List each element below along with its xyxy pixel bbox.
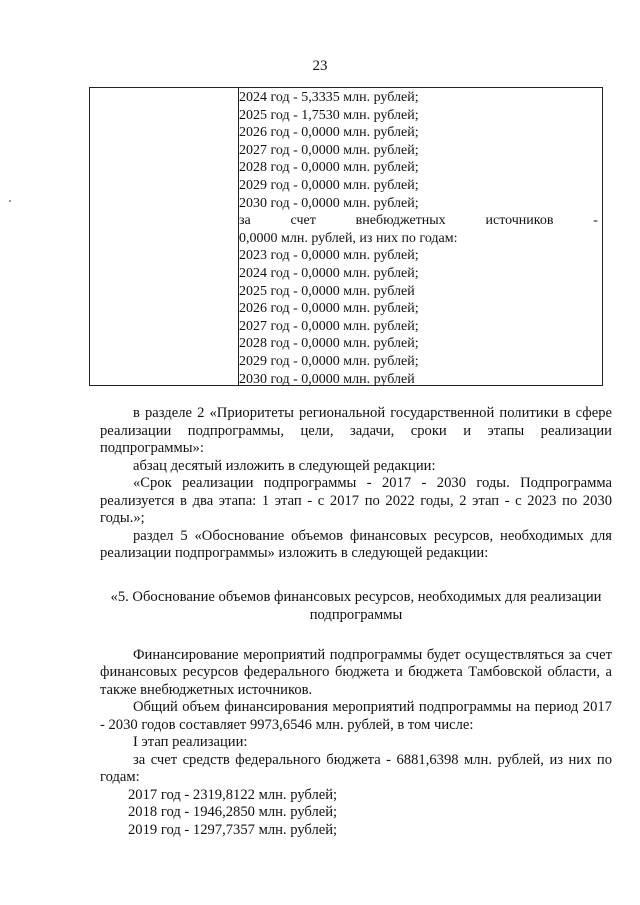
paragraph: «Срок реализации подпрограммы - 2017 - 2030 годы. Подпрограмма реализуется в два этапа: 1 этап - с 2017 по 2022 годы, 2 этап - с 2023 по 2030 годы.»; xyxy=(100,475,612,526)
table-line: 2027 год - 0,0000 млн. рублей; xyxy=(239,318,419,334)
year-line: 2017 год - 2319,8122 млн. рублей; xyxy=(128,786,338,803)
table-line: 2025 год - 0,0000 млн. рублей xyxy=(239,283,415,299)
table-word: счет xyxy=(290,213,316,229)
table-word: за xyxy=(239,213,251,229)
table-line: 2026 год - 0,0000 млн. рублей; xyxy=(239,125,419,141)
table-line: 2024 год - 0,0000 млн. рублей; xyxy=(239,265,419,281)
table-line: 2027 год - 0,0000 млн. рублей; xyxy=(239,142,419,158)
table-line: 2024 год - 5,3335 млн. рублей; xyxy=(239,90,419,105)
paragraph: раздел 5 «Обоснование объемов финансовых ресурсов, необходимых для реализации подпрограммы» изложить в следующей редакции: xyxy=(100,527,612,561)
paragraph: I этап реализации: xyxy=(133,734,248,750)
table-line: 2029 год - 0,0000 млн. рублей; xyxy=(239,177,419,193)
table-line: 2025 год - 1,7530 млн. рублей; xyxy=(239,107,419,123)
page-number: 23 xyxy=(312,58,328,74)
table-line: 2026 год - 0,0000 млн. рублей; xyxy=(239,301,419,317)
table-line: 2023 год - 0,0000 млн. рублей; xyxy=(239,248,419,264)
table-word: - xyxy=(593,213,598,229)
paragraph: Финансирование мероприятий подпрограммы будет осуществляться за счет финансовых ресурсов федерального бюджета и бюджета Тамбовской области, а также внебюджетных источников. xyxy=(100,646,612,698)
table-line-extrabudget xyxy=(239,212,598,230)
table-line: 2030 год - 0,0000 млн. рублей; xyxy=(239,195,419,211)
document-body xyxy=(100,405,612,839)
table-line: 2028 год - 0,0000 млн. рублей; xyxy=(239,160,419,176)
passport-table xyxy=(89,87,603,386)
section-heading: «5. Обоснование объемов финансовых ресурсов, необходимых для реализации подпрограммы xyxy=(110,588,602,623)
table-right-cell xyxy=(239,89,598,388)
paragraph: за счет средств федерального бюджета - 6881,6398 млн. рублей, из них по годам: xyxy=(100,751,612,785)
year-line: 2019 год - 1297,7357 млн. рублей; xyxy=(128,821,338,838)
paragraph: Общий объем финансирования мероприятий подпрограммы на период 2017 - 2030 годов составляет 9973,6546 млн. рублей, в том числе: xyxy=(100,699,612,733)
table-line: 2030 год - 0,0000 млн. рублей xyxy=(239,371,415,387)
table-line: 2028 год - 0,0000 млн. рублей; xyxy=(239,336,419,352)
paragraph: абзац десятый изложить в следующей редакции: xyxy=(133,457,436,474)
scan-speck xyxy=(9,200,11,202)
year-line: 2018 год - 1946,2850 млн. рублей; xyxy=(128,804,338,820)
paragraph: в разделе 2 «Приоритеты региональной государственной политики в сфере реализации подпрограммы, цели, задачи, сроки и этапы реализации подпрограммы»: xyxy=(100,405,612,456)
table-line: 0,0000 млн. рублей, из них по годам: xyxy=(239,230,458,246)
table-word: внебюджетных xyxy=(355,213,446,229)
table-word: источников xyxy=(485,213,554,229)
table-line: 2029 год - 0,0000 млн. рублей; xyxy=(239,353,419,369)
